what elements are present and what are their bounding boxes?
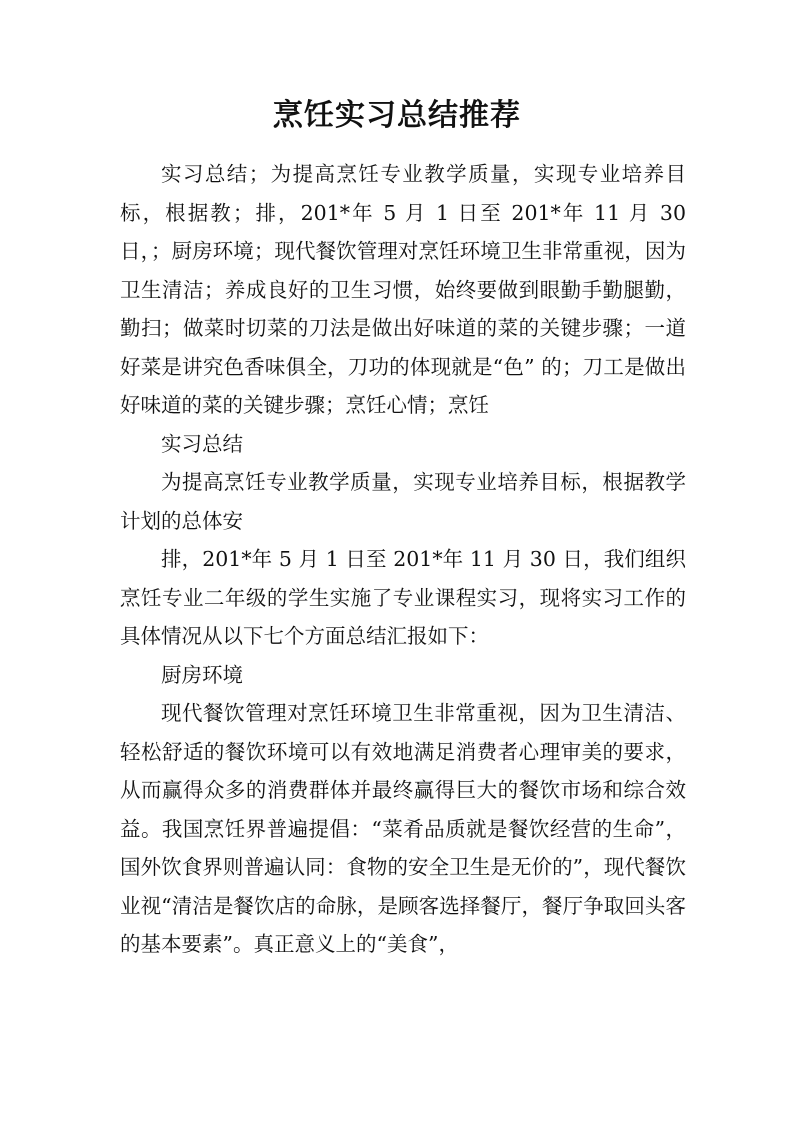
heading-kitchen-environment: 厨房环境 bbox=[161, 662, 243, 687]
document-title: 烹饪实习总结推荐 bbox=[273, 98, 521, 133]
paragraph-schedule: 排，201*年 5 月 1 日至 201*年 11 月 30 日，我们组织烹饪专业二年级的学生实施了专业课程实习，现将实习工作的具体情况从以下七个方面总结汇报如下： bbox=[120, 547, 686, 648]
paragraph-purpose: 为提高烹饪专业教学质量，实现专业培养目标，根据教学计划的总体安 bbox=[120, 470, 686, 533]
paragraph-summary: 实习总结；为提高烹饪专业教学质量，实现专业培养目标，根据教；排，201*年 5 月 1 日至 201*年 11 月 30 日，；厨房环境；现代餐饮管理对烹饪环境卫生非常重视，因为卫生清洁；养成良好的卫生习惯，始终要做到眼勤手勤腿勤，勤扫；做菜时切菜的刀法是做出好味道的菜的关键步骤；一道好菜是讲究色香味俱全，刀功的体现就是“色” 的；刀工是做出好味道的菜的关键步骤；烹饪心情；烹饪 bbox=[120, 162, 686, 417]
heading-internship-summary: 实习总结 bbox=[161, 431, 243, 456]
paragraph-hygiene: 现代餐饮管理对烹饪环境卫生非常重视，因为卫生清洁、轻松舒适的餐饮环境可以有效地满足消费者心理审美的要求，从而赢得众多的消费群体并最终赢得巨大的餐饮市场和综合效益。我国烹饪界普遍提倡：“菜肴品质就是餐饮经营的生命”，国外饮食界则普遍认同：食物的安全卫生是无价的”，现代餐饮业视“清洁是餐饮店的命脉，是顾客选择餐厅，餐厅争取回头客的基本要素”。真正意义上的“美食”， bbox=[120, 701, 686, 956]
document-body bbox=[120, 155, 686, 964]
